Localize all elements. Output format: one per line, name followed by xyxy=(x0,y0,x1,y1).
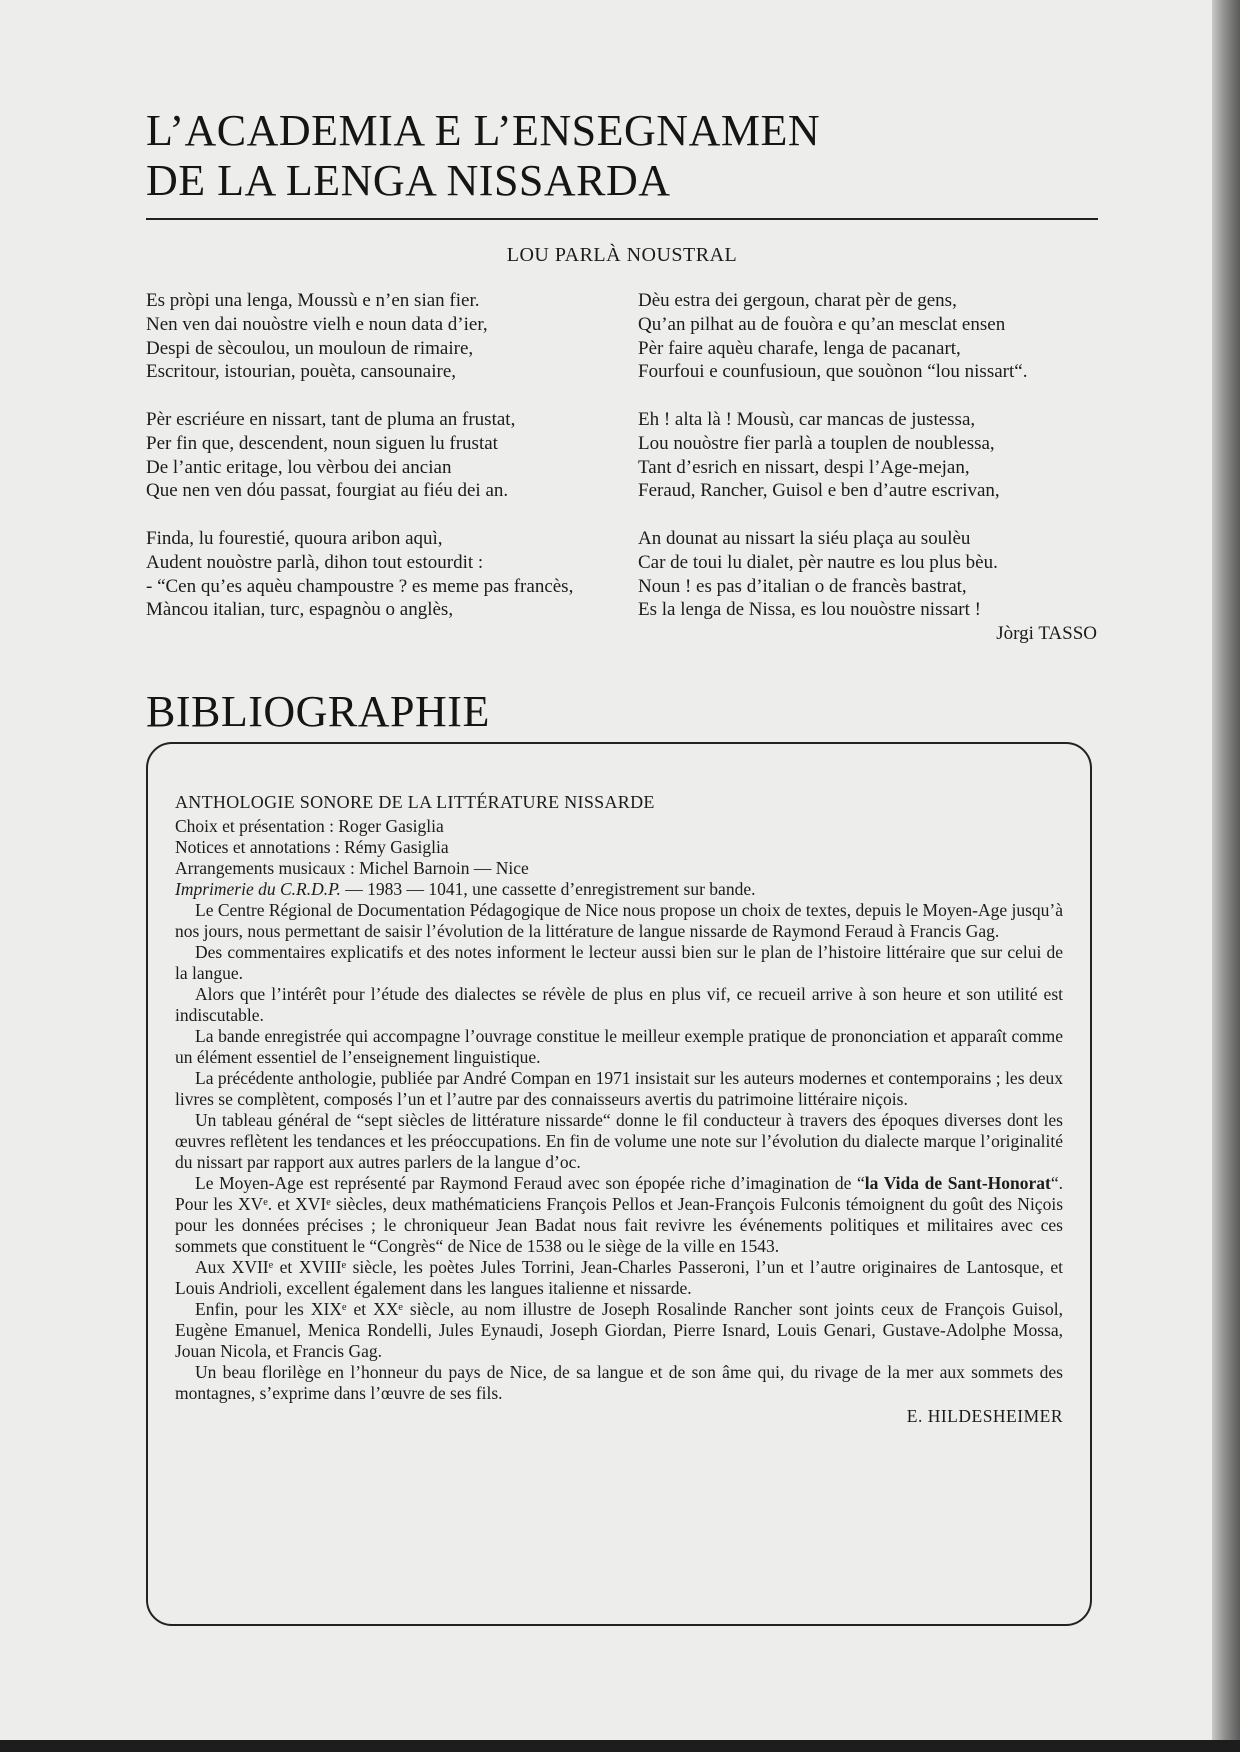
poem-line: Escritour, istourian, pouèta, cansounaire, xyxy=(146,361,457,383)
poem-line: Eh ! alta là ! Mousù, car mancas de justessa, xyxy=(638,408,976,430)
review-paragraph: Le Centre Régional de Documentation Pédagogique de Nice nous propose un choix de textes, depuis le Moyen-Age jusqu’à nos jours, nous permettant de saisir l’évolution de la littérature de langue nissarde de Raymond Feraud à Francis Gag. xyxy=(175,900,1063,941)
publisher-name: Imprimerie du C.R.D.P. xyxy=(175,879,341,899)
review-text: Le Moyen-Age est représenté par Raymond Feraud avec son épopée riche d’imagination de “ xyxy=(195,1173,865,1193)
page-edge-shadow xyxy=(1212,0,1240,1752)
poem-stanza xyxy=(146,527,606,622)
poem-line: Tant d’esrich en nissart, despi l’Age-mejan, xyxy=(638,456,970,478)
poem-line: Fourfoui e counfusioun, que souònon “lou nissart“. xyxy=(638,361,1028,383)
publisher-details: — 1983 — 1041, une cassette d’enregistrement sur bande. xyxy=(340,879,756,899)
book-title: ANTHOLOGIE SONORE DE LA LITTÉRATURE NISSARDE xyxy=(175,792,655,812)
poem-stanza xyxy=(146,408,606,503)
review-paragraph: La précédente anthologie, publiée par André Compan en 1971 insistait sur les auteurs modernes et contemporains ; les deux livres se complètent, composés l’un et l’autre par des connaisseurs avertis du patrimoine littéraire niçois. xyxy=(175,1068,1063,1109)
bibliography-heading: BIBLIOGRAPHIE xyxy=(146,687,490,736)
poem-line: Màncou italian, turc, espagnòu o anglès, xyxy=(146,599,454,621)
poem-line: Finda, lu fourestié, quoura aribon aquì, xyxy=(146,527,443,549)
poem-line: Despi de sècoulou, un mouloun de rimaire, xyxy=(146,337,474,359)
credit-line: Choix et présentation : Roger Gasiglia xyxy=(175,816,444,836)
page-bottom-edge xyxy=(0,1740,1240,1752)
page-title-line: L’ACADEMIA E L’ENSEGNAMEN xyxy=(146,106,821,155)
poem-line: Per fin que, descendent, noun siguen lu frustat xyxy=(146,432,498,454)
poem-stanza xyxy=(638,527,1108,622)
poem-line: Lou nouòstre fier parlà a touplen de noublessa, xyxy=(638,432,995,454)
poem-author: Jòrgi TASSO xyxy=(996,623,1097,644)
poem-right-column xyxy=(638,289,1108,622)
poem-line: Es pròpi una lenga, Moussù e n’en sian fier. xyxy=(146,290,480,311)
title-divider xyxy=(146,218,1098,220)
review-paragraph: Enfin, pour les XIXᵉ et XXᵉ siècle, au nom illustre de Joseph Rosalinde Rancher sont joints ceux de François Guisol, Eugène Emanuel, Menica Rondelli, Jules Eynaudi, Joseph Giordan, Pierre Isnard, Louis Genari, Gustave-Adolphe Mossa, Jouan Nicola, et Francis Gag. xyxy=(175,1299,1063,1361)
review-signature: E. HILDESHEIMER xyxy=(906,1406,1063,1426)
poem-line: An dounat au nissart la siéu plaça au soulèu xyxy=(638,527,971,549)
poem-title: LOU PARLÀ NOUSTRAL xyxy=(506,244,738,266)
poem-line: Feraud, Rancher, Guisol e ben d’autre escrivan, xyxy=(638,480,1000,502)
review-paragraph: Des commentaires explicatifs et des notes informent le lecteur aussi bien sur le plan de l’histoire littéraire que sur celui de la langue. xyxy=(175,942,1063,983)
review-content xyxy=(175,792,1063,1427)
poem-stanza xyxy=(146,289,606,384)
review-paragraph: Alors que l’intérêt pour l’étude des dialectes se révèle de plus en plus vif, ce recueil arrive à son heure et son utilité est indiscutable. xyxy=(175,984,1063,1025)
poem-line: Dèu estra dei gergoun, charat pèr de gens, xyxy=(638,290,957,311)
review-paragraph: La bande enregistrée qui accompagne l’ouvrage constitue le meilleur exemple pratique de prononciation et apparaît comme un élément essentiel de l’enseignement linguistique. xyxy=(175,1026,1063,1067)
review-text: “. Pour les XVᵉ. et XVIᵉ siècles, deux mathématiciens François Pellos et Jean-François Fulconis témoignent du goût des Niçois pour les données précises ; le chroniqueur Jean Badat nous fait revivre les événements politiques et militaires avec ces sommets que constituent le “Congrès“ de Nice de 1538 ou le siège de la ville en 1543. xyxy=(175,1173,1063,1256)
publisher-line xyxy=(175,879,1063,900)
poem-line: De l’antic eritage, lou vèrbou dei ancian xyxy=(146,456,452,478)
poem-line: Nen ven dai nouòstre vielh e noun data d’ier, xyxy=(146,313,488,335)
poem-line: - “Cen qu’es aquèu champoustre ? es meme pas francès, xyxy=(146,575,574,597)
poem-line: Audent nouòstre parlà, dihon tout estourdit : xyxy=(146,551,484,573)
credit-line: Arrangements musicaux : Michel Barnoin — Nice xyxy=(175,858,529,878)
poem-line: Pèr faire aquèu charafe, lenga de pacanart, xyxy=(638,337,961,359)
review-paragraph: Un tableau général de “sept siècles de littérature nissarde“ donne le fil conducteur à travers des époques diverses dont les œuvres reflètent les tendances et les préoccupations. En fin de volume une note sur l’évolution du dialecte marque l’originalité du nissart par rapport aux autres parlers de la langue d’oc. xyxy=(175,1110,1063,1172)
credit-line: Notices et annotations : Rémy Gasiglia xyxy=(175,837,449,857)
poem-line: Car de toui lu dialet, pèr nautre es lou plus bèu. xyxy=(638,551,998,573)
review-paragraph: Aux XVIIᵉ et XVIIIᵉ siècle, les poètes Jules Torrini, Jean-Charles Passeroni, l’un et l’autre originaires de Lantosque, et Louis Andrioli, excellent également dans les langues italienne et nissarde. xyxy=(175,1257,1063,1298)
page-title xyxy=(146,106,820,206)
poem-stanza xyxy=(638,289,1108,384)
review-paragraph xyxy=(175,1173,1063,1257)
work-title: la Vida de Sant-Honorat xyxy=(864,1173,1051,1193)
poem-line: Que nen ven dóu passat, fourgiat au fiéu dei an. xyxy=(146,480,509,502)
poem-line: Noun ! es pas d’italian o de francès bastrat, xyxy=(638,575,967,597)
poem-line: Pèr escriéure en nissart, tant de pluma an frustat, xyxy=(146,408,516,430)
poem-stanza xyxy=(638,408,1108,503)
poem-left-column xyxy=(146,289,606,622)
page-title-line: DE LA LENGA NISSARDA xyxy=(146,156,671,205)
review-paragraph: Un beau florilège en l’honneur du pays de Nice, de sa langue et de son âme qui, du rivage de la mer aux sommets des montagnes, s’exprime dans l’œuvre de ses fils. xyxy=(175,1362,1063,1403)
poem-line: Qu’an pilhat au de fouòra e qu’an mesclat ensen xyxy=(638,313,1006,335)
poem-line: Es la lenga de Nissa, es lou nouòstre nissart ! xyxy=(638,599,981,621)
